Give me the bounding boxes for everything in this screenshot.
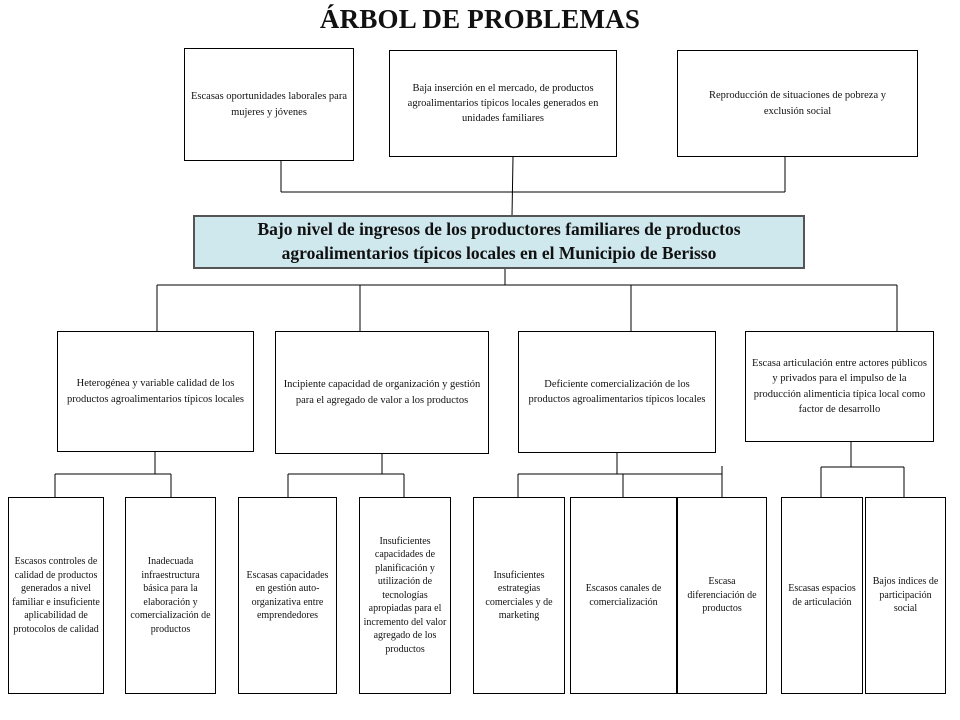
subcause-label-2: Inadecuada infraestructura básica para la elaboración y comercialización de productos: [130, 556, 211, 635]
cause-label-4: Escasa articulación entre actores públicos y privados para el impulso de la producción alimenticia típica local como factor de desarrollo: [752, 358, 927, 415]
cause-label-2: Incipiente capacidad de organización y gestión para el agregado de valor a los productos: [283, 379, 481, 406]
cause-box-4: [745, 331, 934, 442]
subcause-box-9: [865, 497, 946, 694]
subcause-box-5: [473, 497, 565, 694]
subcause-label-3: Escasas capacidades en gestión auto-organizativa entre emprendedores: [246, 569, 329, 621]
cause-box-1: [57, 331, 254, 452]
subcause-box-6: [570, 497, 677, 694]
subcause-label-9: Bajos índices de participación social: [872, 576, 939, 615]
core-problem-box: [193, 215, 805, 269]
effect-label-3: Reproducción de situaciones de pobreza y exclusión social: [709, 90, 886, 117]
subcause-label-7: Escasa diferenciación de productos: [687, 576, 757, 615]
subcause-box-4: [359, 497, 451, 694]
subcause-label-1: Escasos controles de calidad de productos generados a nivel familiar e insuficiente aplicabilidad de protocolos de calidad: [12, 556, 100, 635]
cause-label-3: Deficiente comercialización de los productos agroalimentarios típicos locales: [528, 378, 706, 405]
subcause-label-5: Insuficientes estrategias comerciales y de marketing: [485, 569, 553, 621]
effect-box-2: [389, 50, 617, 157]
subcause-label-4: Insuficientes capacidades de planificación y utilización de tecnologías apropiadas para el incremento del valor agregado de los productos: [363, 535, 447, 655]
cause-box-2: [275, 331, 489, 454]
subcause-box-1: [8, 497, 104, 694]
effect-label-2: Baja inserción en el mercado, de productos agroalimentarios típicos locales generados en unidades familiares: [407, 82, 599, 125]
subcause-box-2: [125, 497, 216, 694]
effect-box-3: [677, 50, 918, 157]
subcause-box-7: [677, 497, 767, 694]
cause-label-1: Heterogénea y variable calidad de los productos agroalimentarios típicos locales: [67, 378, 244, 405]
subcause-box-3: [238, 497, 337, 694]
effect-box-1: [184, 48, 354, 161]
page-title: ÁRBOL DE PROBLEMAS: [319, 4, 641, 34]
core-problem-label: Bajo nivel de ingresos de los productores familiares de productos agroalimentarios típicos locales en el Municipio de Berisso: [257, 219, 741, 263]
subcause-label-8: Escasas espacios de articulación: [788, 583, 856, 608]
subcause-box-8: [781, 497, 863, 694]
subcause-label-6: Escasos canales de comercialización: [585, 583, 662, 608]
cause-box-3: [518, 331, 716, 453]
effect-label-1: Escasas oportunidades laborales para mujeres y jóvenes: [191, 91, 347, 118]
